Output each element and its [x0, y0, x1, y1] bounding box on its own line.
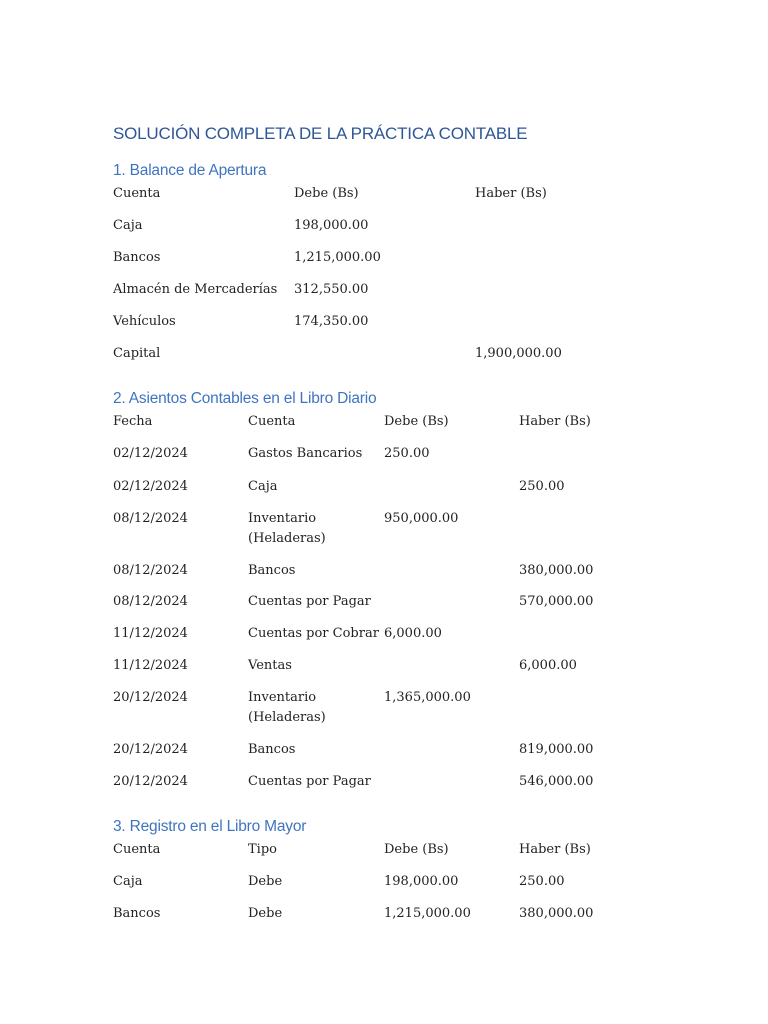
column-header-debe: Debe (Bs) — [384, 414, 449, 429]
column-header-haber: Haber (Bs) — [519, 842, 591, 857]
cell-cuenta: Vehículos — [113, 314, 176, 329]
cell-debe: 1,365,000.00 — [384, 690, 471, 705]
cell-haber: 380,000.00 — [519, 906, 594, 921]
cell-debe: 174,350.00 — [294, 314, 369, 329]
cell-fecha: 20/12/2024 — [113, 742, 188, 757]
cell-haber: 380,000.00 — [519, 563, 594, 578]
section-heading-balance-apertura: 1. Balance de Apertura — [113, 162, 267, 179]
cell-fecha: 11/12/2024 — [113, 658, 188, 673]
column-header-cuenta: Cuenta — [113, 186, 161, 201]
cell-fecha: 11/12/2024 — [113, 626, 188, 641]
cell-cuenta: Ventas — [248, 658, 292, 673]
cell-cuenta: Cuentas por Cobrar — [248, 626, 379, 641]
cell-cuenta: Cuentas por Pagar — [248, 594, 371, 609]
cell-cuenta: Capital — [113, 346, 161, 361]
document-title: SOLUCIÓN COMPLETA DE LA PRÁCTICA CONTABLE — [113, 124, 528, 143]
column-header-debe: Debe (Bs) — [294, 186, 359, 201]
column-header-debe: Debe (Bs) — [384, 842, 449, 857]
column-header-haber: Haber (Bs) — [475, 186, 547, 201]
cell-debe: 198,000.00 — [294, 218, 369, 233]
cell-fecha: 08/12/2024 — [113, 594, 188, 609]
cell-cuenta: Almacén de Mercaderías — [113, 282, 278, 297]
column-header-fecha: Fecha — [113, 414, 153, 429]
column-header-tipo: Tipo — [248, 842, 277, 857]
cell-haber: 250.00 — [519, 874, 565, 889]
cell-fecha: 08/12/2024 — [113, 563, 188, 578]
cell-debe: 312,550.00 — [294, 282, 369, 297]
cell-haber: 6,000.00 — [519, 658, 577, 673]
cell-cuenta: Caja — [248, 479, 278, 494]
cell-cuenta: Gastos Bancarios — [248, 446, 363, 461]
cell-haber: 1,900,000.00 — [475, 346, 562, 361]
cell-haber: 570,000.00 — [519, 594, 594, 609]
cell-cuenta: Caja — [113, 218, 143, 233]
cell-cuenta: Inventario (Heladeras) — [248, 511, 326, 546]
cell-debe: 950,000.00 — [384, 511, 459, 526]
cell-debe: 198,000.00 — [384, 874, 459, 889]
cell-tipo: Debe — [248, 906, 283, 921]
cell-fecha: 20/12/2024 — [113, 774, 188, 789]
cell-tipo: Debe — [248, 874, 283, 889]
cell-fecha: 08/12/2024 — [113, 511, 188, 526]
section-heading-libro-diario: 2. Asientos Contables en el Libro Diario — [113, 390, 377, 407]
cell-debe: 6,000.00 — [384, 626, 442, 641]
column-header-cuenta: Cuenta — [113, 842, 161, 857]
cell-haber: 819,000.00 — [519, 742, 594, 757]
cell-debe: 250.00 — [384, 446, 430, 461]
column-header-haber: Haber (Bs) — [519, 414, 591, 429]
cell-cuenta: Bancos — [113, 906, 161, 921]
cell-fecha: 02/12/2024 — [113, 479, 188, 494]
cell-cuenta: Cuentas por Pagar — [248, 774, 371, 789]
cell-cuenta: Inventario (Heladeras) — [248, 690, 326, 725]
cell-cuenta: Bancos — [113, 250, 161, 265]
cell-haber: 546,000.00 — [519, 774, 594, 789]
cell-fecha: 02/12/2024 — [113, 446, 188, 461]
cell-haber: 250.00 — [519, 479, 565, 494]
cell-debe: 1,215,000.00 — [294, 250, 381, 265]
cell-debe: 1,215,000.00 — [384, 906, 471, 921]
column-header-cuenta: Cuenta — [248, 414, 296, 429]
cell-cuenta: Bancos — [248, 742, 296, 757]
cell-cuenta: Caja — [113, 874, 143, 889]
cell-cuenta: Bancos — [248, 563, 296, 578]
section-heading-libro-mayor: 3. Registro en el Libro Mayor — [113, 818, 307, 835]
cell-fecha: 20/12/2024 — [113, 690, 188, 705]
